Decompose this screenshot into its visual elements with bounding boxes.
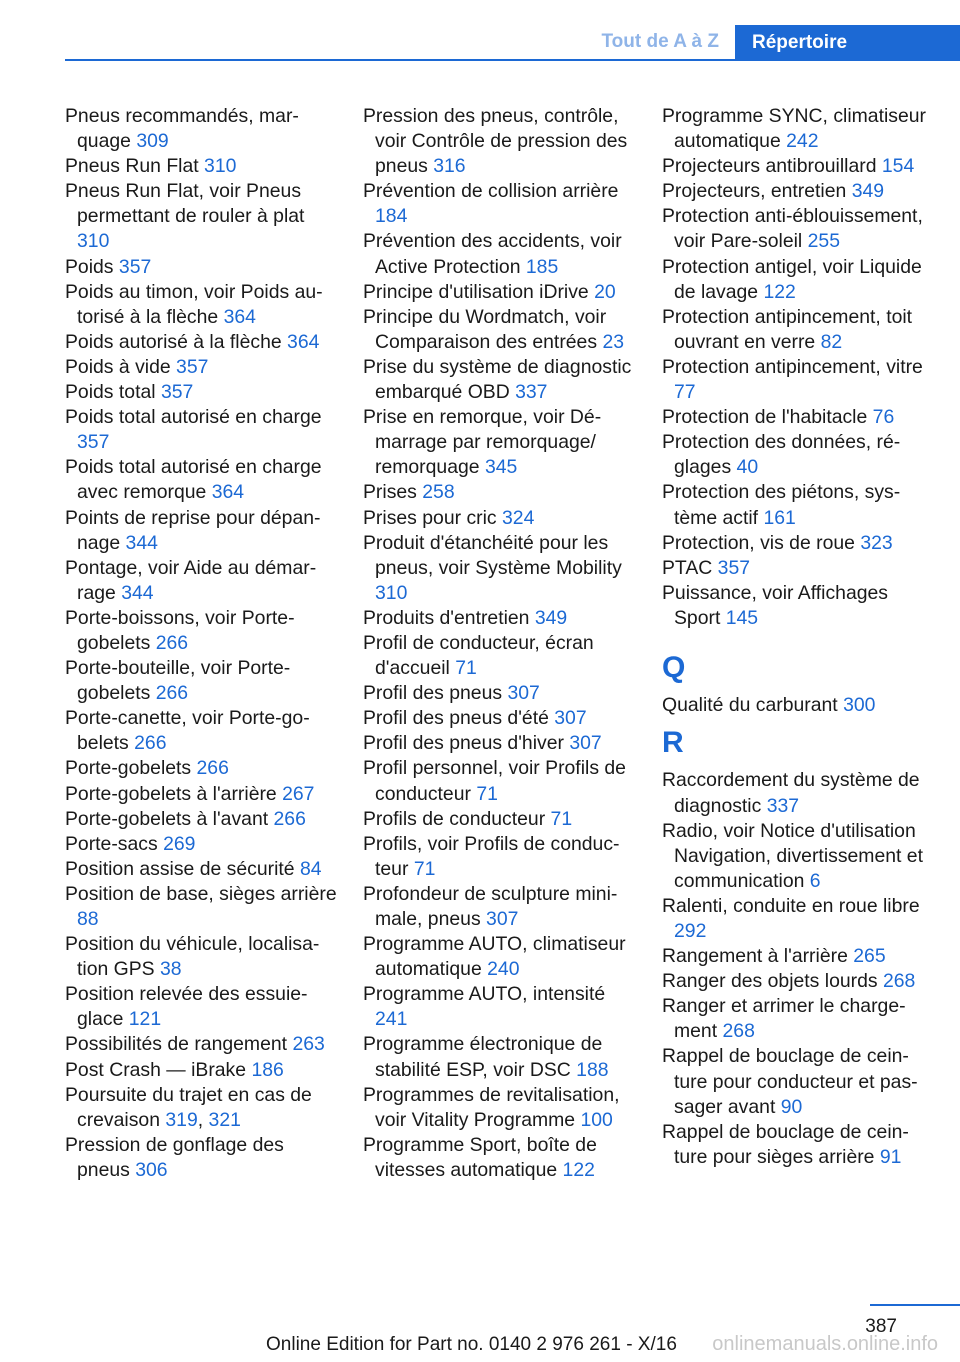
page-link[interactable]: 357 [118, 255, 152, 278]
index-term: Prise du système de diagnostic embarqué OBD [363, 355, 632, 404]
index-entry [65, 1032, 337, 1057]
index-term: Pression de gonflage des pneus [65, 1133, 284, 1181]
index-entry [363, 631, 635, 681]
page-link[interactable]: 255 [807, 230, 840, 253]
page-link[interactable]: 307 [554, 707, 587, 730]
index-entry [65, 355, 337, 380]
index-term: Porte-sacs [65, 832, 164, 855]
index-entry [363, 480, 635, 505]
index-entry [662, 255, 934, 305]
index-term: Prise en remorque, voir Démarrage par remorquage/ remorquage [363, 406, 602, 479]
page-link[interactable]: 323 [860, 531, 893, 554]
index-term: Pneus Run Flat, voir Pneus permettant de rouler à plat [65, 180, 305, 228]
index-entry [65, 832, 337, 857]
index-term: Poids total [65, 381, 161, 404]
index-term: Profil des pneus d'été [363, 707, 555, 730]
index-entry [662, 430, 934, 480]
page-link[interactable]: 357 [176, 355, 209, 378]
index-term: Pression des pneus, contrôle, voir Contrôle de pression des pneus [363, 105, 628, 178]
page-link[interactable]: 337 [515, 381, 548, 404]
index-entry [662, 969, 934, 994]
index-entry [363, 104, 635, 179]
page-link[interactable]: 266 [155, 631, 189, 654]
active-tab-repertoire[interactable]: Répertoire [735, 25, 960, 61]
page-link[interactable]: 267 [282, 782, 315, 805]
page-link[interactable]: 364 [211, 481, 245, 504]
index-term: Porte-gobelets à l'avant [65, 807, 274, 830]
index-term: Poursuite du trajet en cas de crevaison [65, 1083, 312, 1131]
page-link[interactable]: 121 [128, 1008, 162, 1031]
index-entry [363, 756, 635, 806]
index-entry [65, 154, 337, 179]
index-entry [65, 380, 337, 405]
index-entry [65, 455, 337, 505]
index-letter-r: R [662, 726, 684, 760]
index-term: Prévention de collision arrière [363, 180, 619, 203]
page-link[interactable]: 357 [717, 556, 751, 579]
page-link[interactable]: 122 [562, 1158, 595, 1181]
page-link[interactable]: 82 [820, 330, 843, 353]
index-entry [662, 581, 934, 631]
index-entry [363, 179, 635, 229]
index-term: Prises pour cric [363, 506, 503, 529]
page-link[interactable]: 364 [287, 330, 320, 353]
index-term: Ranger des objets lourds [662, 970, 883, 993]
page-link[interactable]: 91 [879, 1145, 902, 1168]
index-term: Possibilités de rangement [65, 1033, 293, 1056]
index-letter-q: Q [662, 650, 686, 684]
index-entry [65, 882, 337, 932]
index-term: Profondeur de sculpture minimale, pneus [363, 882, 618, 930]
page-link[interactable]: 266 [273, 807, 306, 830]
index-entry [65, 1058, 337, 1083]
index-term: Rappel de bouclage de ceinture pour sièges arrière [662, 1120, 909, 1168]
page-link[interactable]: 319 [165, 1108, 198, 1131]
page-link[interactable]: 154 [881, 155, 915, 178]
index-term: Protection antipincement, toit ouvrant en verre [662, 305, 913, 353]
index-entry [65, 857, 337, 882]
index-entry [662, 104, 934, 154]
index-term: Porte-bouteille, voir Porte-gobelets [65, 657, 291, 705]
page-link[interactable]: 316 [433, 155, 466, 178]
index-term: Projecteurs, entretien [662, 180, 852, 203]
index-entry [363, 280, 635, 305]
page-link[interactable]: 310 [77, 230, 110, 253]
index-entry: Poursuite du trajet en cas de crevaison 319, 321 [65, 1083, 312, 1131]
page-link[interactable]: 242 [786, 130, 819, 153]
index-entry [662, 179, 934, 204]
index-term: Programme SYNC, climatiseur automatique [662, 105, 926, 153]
index-entry [65, 506, 337, 556]
page-link[interactable]: 307 [486, 908, 519, 930]
index-entry [65, 932, 337, 982]
index-entry [363, 1083, 635, 1133]
index-term: Profils, voir Profils de conducteur [363, 832, 620, 880]
page-link[interactable]: 344 [121, 581, 154, 604]
index-entry [363, 706, 635, 731]
index-term: Protection des données, réglages [662, 431, 901, 479]
page-link[interactable]: 23 [602, 330, 625, 353]
index-term: Poids total autorisé en charge avec remorque [65, 456, 322, 504]
index-term: Principe du Wordmatch, voir Comparaison des entrées [363, 305, 607, 353]
index-entry [65, 656, 337, 706]
index-entry [363, 807, 635, 832]
index-term: Position assise de sécurité [65, 857, 300, 880]
index-term: Pneus Run Flat [65, 155, 205, 178]
index-entry [65, 982, 337, 1032]
watermark: onlinemanuals.online.info [712, 1333, 938, 1355]
index-entry [363, 1133, 635, 1183]
index-entry [65, 255, 337, 280]
index-term: Principe d'utilisation iDrive [363, 280, 595, 303]
page-link[interactable]: 184 [375, 205, 408, 228]
page-link[interactable]: 71 [550, 807, 573, 830]
page-link[interactable]: 161 [763, 506, 796, 529]
index-term: Profil de conducteur, écran d'accueil [363, 631, 594, 680]
edition-note: Online Edition for Part no. 0140 2 976 261 - X/16 [266, 1334, 677, 1355]
index-term: Programme Sport, boîte de vitesses automatique [363, 1133, 597, 1181]
index-entry [65, 1133, 337, 1183]
header-rule [65, 59, 960, 61]
index-term: Programme AUTO, climatiseur automatique [363, 933, 626, 981]
page-link[interactable]: 185 [525, 255, 559, 278]
page-link[interactable]: 71 [413, 857, 436, 880]
index-entry [662, 480, 934, 530]
page-link[interactable]: 71 [476, 782, 498, 805]
index-entry [65, 104, 337, 154]
page-link[interactable]: 306 [135, 1158, 168, 1181]
index-entry [363, 882, 635, 932]
page-link[interactable]: 292 [674, 920, 707, 942]
index-entry [363, 531, 635, 606]
page-link[interactable]: 20 [594, 280, 616, 303]
index-term: Prises [363, 481, 423, 504]
page-link[interactable]: 263 [292, 1033, 325, 1056]
index-entry [662, 531, 934, 556]
page-link[interactable]: 6 [809, 869, 821, 892]
index-term: Profil des pneus [363, 682, 508, 705]
index-term: Porte-boissons, voir Porte-gobelets [65, 606, 295, 654]
index-entry [65, 556, 337, 606]
page-link[interactable]: 145 [725, 606, 759, 629]
index-term: Porte-gobelets [65, 757, 197, 780]
index-entry [363, 1032, 635, 1082]
index-entry [363, 355, 635, 405]
index-entry [662, 894, 934, 944]
index-term: Post Crash — iBrake [65, 1058, 252, 1081]
index-entry [363, 305, 635, 355]
index-term: Poids total autorisé en charge [65, 406, 322, 429]
index-entry [363, 506, 635, 531]
index-term: Radio, voir Notice d'utilisation Navigation, divertissement et communication [662, 819, 923, 892]
page-link[interactable]: 309 [136, 130, 169, 153]
index-term: Produits d'entretien [363, 606, 535, 629]
index-term: Programmes de revitalisation, voir Vitality Programme [363, 1083, 620, 1131]
index-term: Profils de conducteur [363, 807, 551, 830]
index-term: Raccordement du système de diagnostic [662, 769, 920, 817]
page-link[interactable]: 310 [375, 581, 408, 604]
index-entry [662, 693, 934, 718]
index-term: Poids au timon, voir Poids autorisé à la flèche [65, 280, 323, 328]
index-entry [363, 982, 635, 1032]
page-number: 387 [865, 1316, 897, 1337]
page-link[interactable]: 345 [484, 456, 518, 479]
page-link[interactable]: 266 [196, 757, 229, 780]
index-term: Puissance, voir Affichages Sport [662, 581, 888, 629]
index-term: Qualité du carburant [662, 694, 844, 717]
index-term: Position du véhicule, localisation GPS [65, 933, 320, 981]
index-term: Protection, vis de roue [662, 531, 861, 554]
index-term: Pneus recommandés, marquage [65, 105, 299, 153]
page-link[interactable]: 344 [125, 531, 158, 554]
index-entry [662, 556, 934, 581]
page-link[interactable]: 349 [851, 180, 885, 203]
index-entry [662, 405, 934, 430]
index-term: Ralenti, conduite en roue libre [662, 894, 920, 917]
index-entry [65, 330, 337, 355]
page-link[interactable]: 324 [502, 506, 535, 529]
index-term: Position relevée des essuie-glace [65, 983, 308, 1031]
index-term: Protection antigel, voir Liquide de lavage [662, 255, 922, 303]
page-link[interactable]: 40 [736, 456, 759, 479]
index-entry [363, 681, 635, 706]
index-entry [662, 768, 934, 818]
index-entry [363, 606, 635, 631]
page-link[interactable]: 90 [780, 1095, 803, 1118]
index-term: PTAC [662, 556, 718, 579]
index-entry [65, 280, 337, 330]
footer-rule [870, 1304, 960, 1306]
index-column-3 [662, 104, 934, 1170]
index-term: Rangement à l'arrière [662, 945, 854, 968]
page-link[interactable]: 77 [674, 381, 696, 404]
index-term: Porte-canette, voir Porte-gobelets [65, 707, 310, 755]
page-link[interactable]: 266 [134, 732, 167, 755]
page-link[interactable]: 307 [507, 682, 540, 705]
index-entry [662, 355, 934, 405]
index-term: Produit d'étanchéité pour les pneus, voir Système Mobility [363, 531, 622, 579]
page-link[interactable]: 258 [422, 481, 455, 504]
index-entry [363, 932, 635, 982]
index-entry [662, 944, 934, 969]
index-column-1 [65, 104, 337, 1183]
page-link[interactable]: 268 [882, 970, 916, 993]
index-entry [662, 154, 934, 179]
index-entry [662, 305, 934, 355]
index-entry [363, 731, 635, 756]
index-entry [662, 819, 934, 894]
page-link[interactable]: 71 [455, 657, 477, 680]
index-term: Position de base, sièges arrière [65, 882, 337, 905]
index-term: Rappel de bouclage de ceinture pour conducteur et passager avant [662, 1045, 918, 1118]
index-term: Protection antipincement, vitre [662, 355, 923, 378]
index-entry [662, 1044, 934, 1119]
index-entry [65, 782, 337, 807]
index-entry [65, 179, 337, 254]
page-link[interactable]: 266 [155, 682, 189, 705]
page-link[interactable]: 307 [569, 732, 602, 755]
page-link[interactable]: 38 [160, 958, 182, 981]
page-link[interactable]: 76 [872, 406, 895, 429]
page-link[interactable]: 310 [204, 155, 237, 178]
page-header [65, 25, 960, 61]
page-link[interactable]: 357 [77, 431, 110, 454]
index-term: Ranger et arrimer le chargement [662, 995, 906, 1043]
index-entry [65, 606, 337, 656]
index-term: Protection anti-éblouissement, voir Pare-soleil [662, 205, 923, 253]
index-entry [65, 807, 337, 832]
index-entry [662, 994, 934, 1044]
page-link[interactable]: 186 [251, 1058, 284, 1081]
page-link[interactable]: 364 [223, 305, 256, 328]
page-link[interactable]: 337 [766, 794, 800, 817]
page-link[interactable]: 100 [580, 1108, 613, 1131]
index-term: Projecteurs antibrouillard [662, 155, 882, 178]
index-entry [363, 405, 635, 480]
page-link[interactable]: 357 [160, 381, 194, 404]
index-entry [65, 706, 337, 756]
index-term: Programme AUTO, intensité [363, 983, 606, 1006]
index-entry [65, 405, 337, 455]
page-link[interactable]: 269 [163, 832, 196, 855]
index-entry [363, 229, 635, 279]
index-column-2 [363, 104, 635, 1183]
index-term: Pontage, voir Aide au démarrage [65, 556, 317, 604]
page-link[interactable]: 268 [722, 1020, 755, 1043]
index-term: Profil des pneus d'hiver [363, 732, 570, 755]
index-term: Profil personnel, voir Profils de conducteur [363, 757, 626, 805]
index-term: Poids [65, 255, 119, 278]
page-link[interactable]: 241 [375, 1008, 408, 1031]
index-term: Protection des piétons, système actif [662, 481, 901, 529]
page-link[interactable]: 265 [853, 945, 886, 968]
page-link[interactable]: 321 [208, 1108, 241, 1131]
index-term: Poids à vide [65, 355, 177, 378]
page-link[interactable]: 88 [77, 908, 99, 930]
page-link[interactable]: 240 [487, 958, 520, 981]
index-entry [662, 1120, 934, 1170]
index-term: Prévention des accidents, voir Active Protection [363, 230, 622, 278]
index-term: Protection de l'habitacle [662, 406, 873, 429]
section-tab[interactable]: Tout de A à Z [601, 31, 719, 52]
index-entry [363, 832, 635, 882]
index-term: Programme électronique de stabilité ESP, voir DSC [363, 1033, 603, 1081]
index-entry [662, 204, 934, 254]
index-term: Porte-gobelets à l'arrière [65, 782, 283, 805]
index-term: Points de reprise pour dépannage [65, 506, 321, 554]
page-link[interactable]: 300 [843, 694, 876, 717]
index-entry [65, 756, 337, 781]
page-link[interactable]: 188 [576, 1058, 609, 1081]
page-link[interactable]: 122 [763, 280, 796, 303]
page-link[interactable]: 349 [534, 606, 568, 629]
index-term: Poids autorisé à la flèche [65, 330, 288, 353]
page-link[interactable]: 84 [299, 857, 322, 880]
